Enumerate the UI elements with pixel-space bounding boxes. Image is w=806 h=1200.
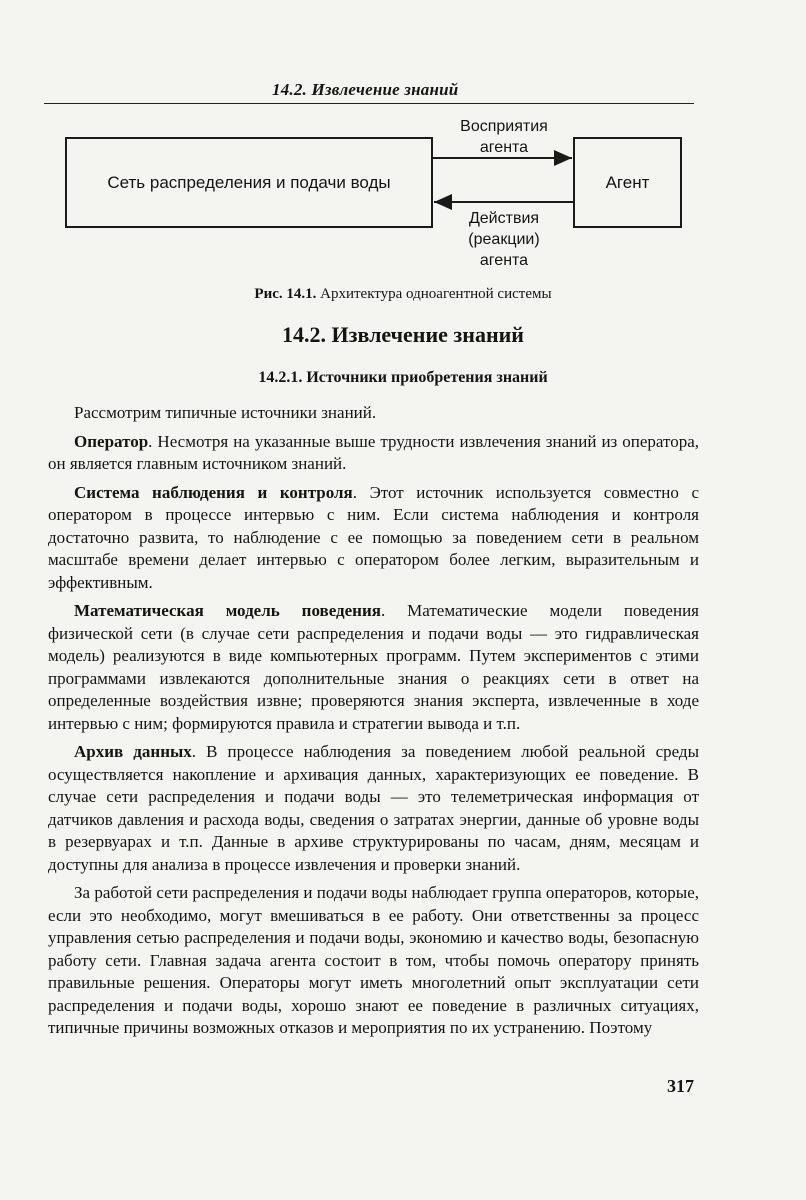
paragraph-text: . Этот источник используется совместно с оператором в процессе интервью с ним. Если система наблюдения и контроля достаточно развита, то наблюдение с ее помощью за поведением сети в реальном масштабе времени делает интервью с оператором более легким, выразительным и эффективным.: [48, 482, 699, 592]
agent-architecture-diagram: [0, 0, 806, 280]
paragraph-text: . Математические модели поведения физической сети (в случае сети распределения и подачи воды — это гидравлическая модель) реализуются в виде компьютерных программ. Путем экспериментов с этими программами извлекаются дополнительные знания о реакциях сети в ответ на определенные воздействия извне; проверяются знания эксперта, извлеченные в ходе интервью с ним; формируются правила и стратегии вывода и т.п.: [48, 601, 699, 733]
figure-caption: [0, 286, 806, 303]
paragraph: [48, 882, 699, 1040]
section-title: 14.2. Извлечение знаний: [282, 322, 524, 347]
paragraph: [48, 482, 699, 595]
perceptions-label: [444, 116, 564, 158]
paragraph: [48, 741, 699, 876]
agent-box: Агент: [573, 137, 682, 228]
paragraph-text: . В процессе наблюдения за поведением любой реальной среды осуществляется накопление и архивация данных, характеризующих ее поведение. В случае сети распределения и подачи воды — это телеметрическая информация от датчиков давления и расхода воды, сведения о затратах энергии, данные об уровне воды в резервуарах и т.п. Данные в архиве структурированы по часам, дням, месяцам и доступны для анализа в процессе извлечения и проверки знаний.: [48, 742, 700, 874]
actions-label-line: (реакции): [468, 231, 540, 248]
running-head: 14.2. Извлечение знаний: [272, 80, 459, 99]
actions-label-line: агента: [479, 252, 529, 269]
paragraph: [48, 600, 699, 735]
actions-label-line: Действия: [468, 210, 540, 227]
perceptions-label-line: Восприятия: [460, 118, 548, 135]
page-number: 317: [667, 1076, 694, 1096]
paragraph-text: За работой сети распределения и подачи воды наблюдает группа операторов, которые, если это необходимо, могут вмешиваться в ее работу. Они ответственны за процесс управления сетью распределения и подачи воды, экономию и качество воды, безопасную работу сети. Главная задача агента состоит в том, чтобы помочь оператору принять правильные решения. Операторы могут иметь многолетний опыт эксплуатации сети распределения и подачи воды, хорошо знают ее поведение в различных ситуациях, типичные причины возможных отказов и мероприятия по их устранению. Поэтому: [48, 883, 699, 1037]
paragraph-text: . Несмотря на указанные выше трудности извлечения знаний из оператора, он является главным источником знаний.: [48, 431, 699, 473]
actions-label: [444, 208, 564, 271]
paragraph-lead: Архив данных: [74, 742, 192, 761]
subsection-title: 14.2.1. Источники приобретения знаний: [258, 369, 548, 386]
body-text: [48, 402, 699, 1046]
paragraph-lead: Математическая модель поведения: [74, 601, 381, 620]
perceptions-label-line: агента: [479, 139, 529, 156]
paragraph-lead: Система наблюдения и контроля: [74, 482, 353, 502]
paragraph: [48, 431, 699, 476]
paragraph-text: Рассмотрим типичные источники знаний.: [74, 403, 377, 422]
paragraph-lead: Оператор: [74, 431, 149, 451]
paragraph: [48, 402, 699, 425]
network-box: Сеть распределения и подачи воды: [65, 137, 433, 228]
figure-caption-text: Архитектура одноагентной системы: [320, 286, 552, 302]
figure-caption-label: Рис. 14.1.: [254, 286, 317, 302]
